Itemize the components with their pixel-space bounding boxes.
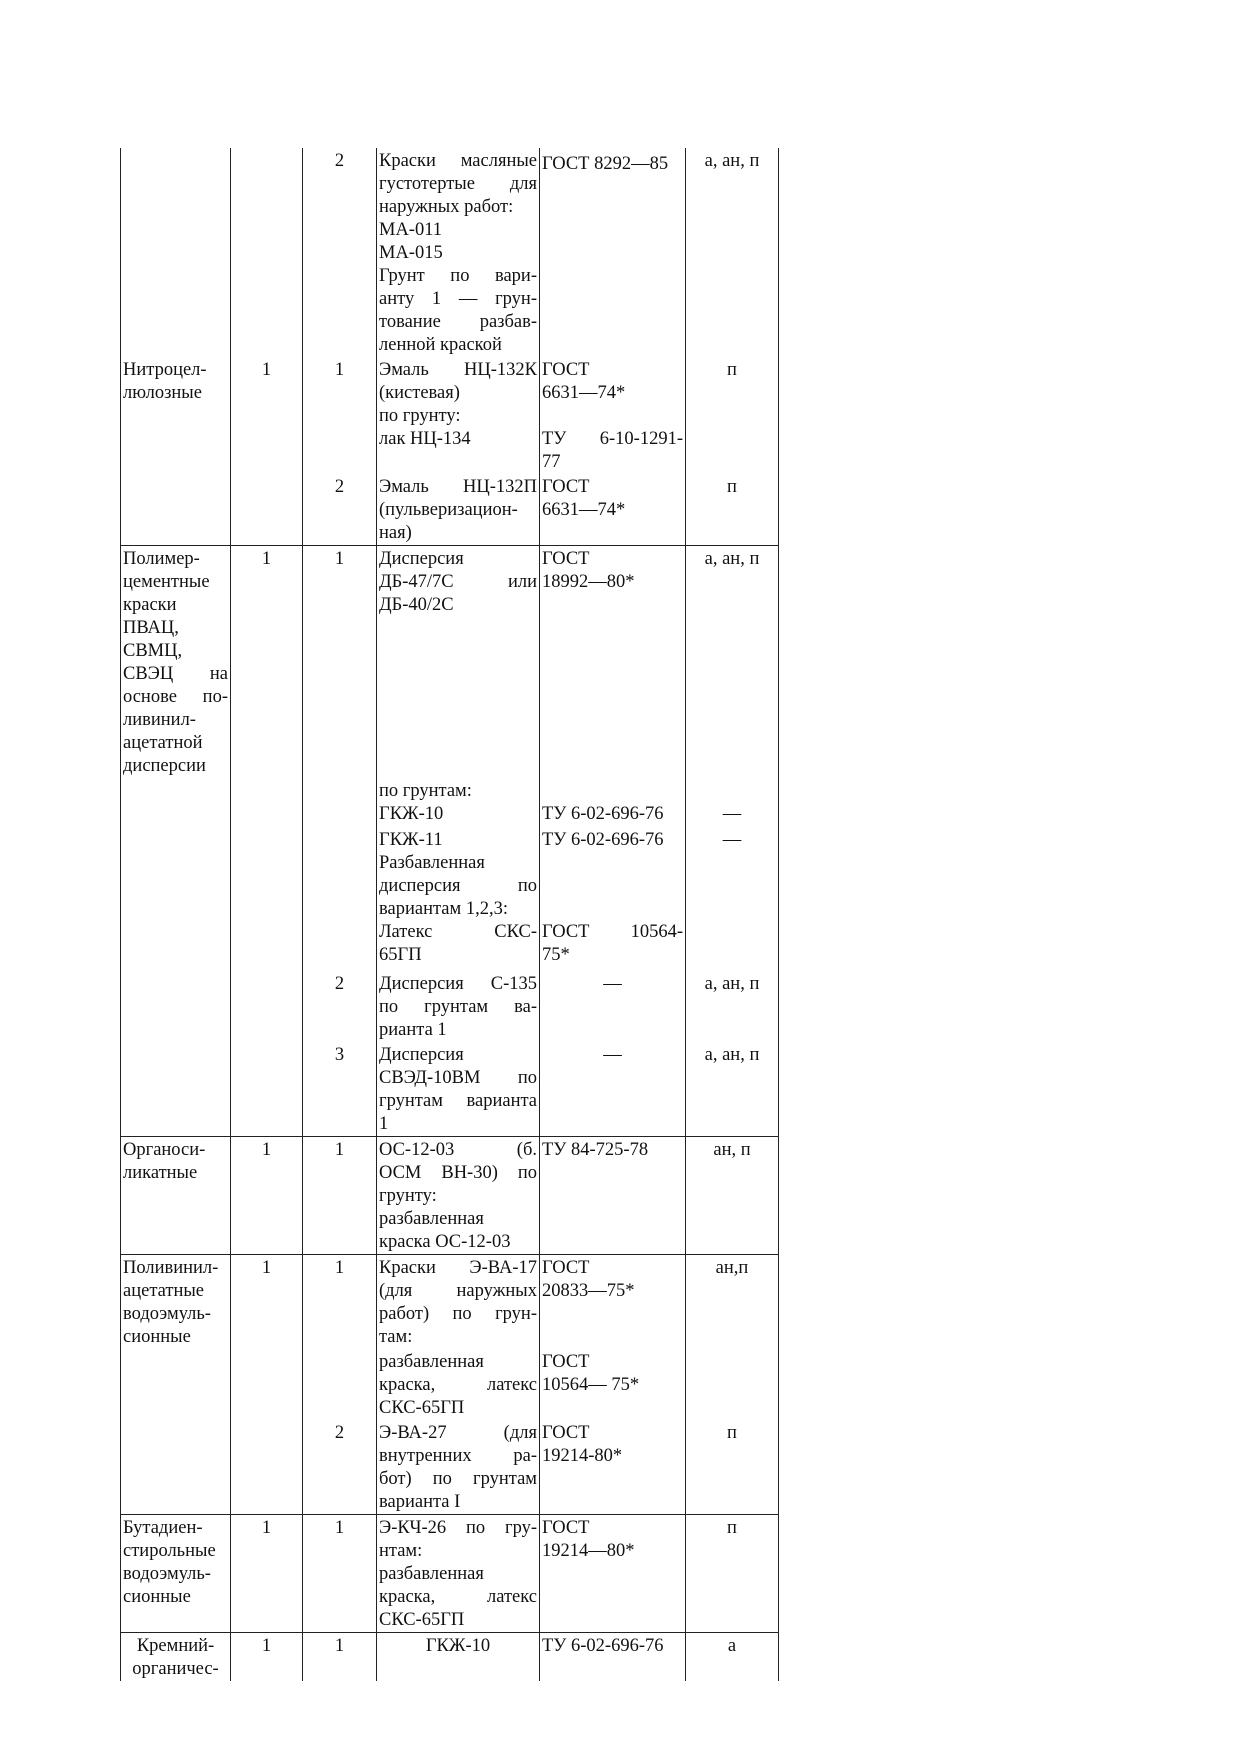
subvariant-cell	[303, 778, 377, 827]
variant-cell: 1	[231, 1255, 303, 1350]
table-row	[121, 1633, 779, 1682]
standard-cell: ГОСТ 18992—80*	[540, 546, 686, 779]
variant-cell	[231, 1420, 303, 1515]
material-cell: Краски масляные густотертые для наружных работ: МА-011 МА-015 Грунт по вари- анту 1 — грун- тование разбав- ленной краской	[377, 148, 540, 357]
material-cell: по грунтам: ГКЖ-10	[377, 778, 540, 827]
variant-cell: 1	[231, 1633, 303, 1682]
variant-cell: 1	[231, 1137, 303, 1255]
application-cell: а, ан, п	[686, 148, 779, 357]
table-row	[121, 827, 779, 971]
material-cell: Эмаль НЦ-132К (кистевая) по грунту: лак НЦ-134	[377, 357, 540, 474]
application-cell: —	[686, 778, 779, 827]
table-row	[121, 971, 779, 1042]
variant-cell	[231, 1042, 303, 1137]
application-cell: п	[686, 1515, 779, 1633]
application-cell: а	[686, 1633, 779, 1682]
standard-cell: ГОСТ 19214-80*	[540, 1420, 686, 1515]
standard-cell: ТУ 84-725-78	[540, 1137, 686, 1255]
variant-cell: 1	[231, 546, 303, 779]
group-cell: Кремний-органичес-	[121, 1633, 231, 1682]
table-row	[121, 148, 779, 357]
variant-cell: 1	[231, 357, 303, 474]
material-cell: Краски Э-ВА-17 (для наружных работ) по грун- там:	[377, 1255, 540, 1350]
subvariant-cell: 1	[303, 1633, 377, 1682]
variant-cell	[231, 148, 303, 357]
material-cell: ГКЖ-11 Разбавленная дисперсия по вариантам 1,2,3: Латекс СКС- 65ГП	[377, 827, 540, 971]
table-row	[121, 474, 779, 546]
group-cell	[121, 1420, 231, 1515]
table-row	[121, 1515, 779, 1633]
application-cell: п	[686, 474, 779, 546]
subvariant-cell: 2	[303, 474, 377, 546]
table-row	[121, 778, 779, 827]
subvariant-cell: 1	[303, 1255, 377, 1350]
material-cell: Дисперсия С-135 по грунтам ва- рианта 1	[377, 971, 540, 1042]
subvariant-cell	[303, 827, 377, 971]
group-cell: Бутадиен-стирольные водоэмуль-сионные	[121, 1515, 231, 1633]
group-cell: Нитроцел-люлозные	[121, 357, 231, 474]
standard-cell: ТУ 6-02-696-76	[540, 1633, 686, 1682]
variant-cell	[231, 474, 303, 546]
application-cell: ан,п	[686, 1255, 779, 1350]
material-cell: Эмаль НЦ-132П (пульверизацион- ная)	[377, 474, 540, 546]
group-cell	[121, 971, 231, 1042]
application-cell	[686, 1349, 779, 1420]
application-cell: п	[686, 1420, 779, 1515]
standard-cell: ТУ 6-02-696-76 ГОСТ 10564- 75*	[540, 827, 686, 971]
variant-cell: 1	[231, 1515, 303, 1633]
application-cell: а, ан, п	[686, 971, 779, 1042]
application-cell: а, ан, п	[686, 1042, 779, 1137]
variant-cell	[231, 1349, 303, 1420]
group-cell: Органоси-ликатные	[121, 1137, 231, 1255]
material-cell: разбавленная краска, латекс СКС-65ГП	[377, 1349, 540, 1420]
standard-cell: ГОСТ 19214—80*	[540, 1515, 686, 1633]
group-cell	[121, 1042, 231, 1137]
variant-cell	[231, 971, 303, 1042]
standard-cell: —	[540, 971, 686, 1042]
group-cell	[121, 474, 231, 546]
application-cell: п	[686, 357, 779, 474]
group-cell: Полимер-цементные краски ПВАЦ, СВМЦ, СВЭЦ на основе по-ливинил-ацетатной дисперсии	[121, 546, 231, 779]
group-cell	[121, 148, 231, 357]
table-row	[121, 1255, 779, 1350]
table-row	[121, 1137, 779, 1255]
subvariant-cell: 2	[303, 971, 377, 1042]
standard-cell: —	[540, 1042, 686, 1137]
material-cell: Э-КЧ-26 по гру- нтам: разбавленная краска, латекс СКС-65ГП	[377, 1515, 540, 1633]
variant-cell	[231, 778, 303, 827]
table-row	[121, 1042, 779, 1137]
standard-cell: ТУ 6-02-696-76	[540, 778, 686, 827]
group-cell	[121, 778, 231, 827]
materials-table	[120, 148, 779, 1681]
subvariant-cell: 1	[303, 357, 377, 474]
subvariant-cell: 2	[303, 1420, 377, 1515]
table-row	[121, 357, 779, 474]
subvariant-cell: 1	[303, 1137, 377, 1255]
table-row	[121, 1420, 779, 1515]
application-cell: —	[686, 827, 779, 971]
subvariant-cell	[303, 1349, 377, 1420]
standard-cell: ГОСТ 20833—75*	[540, 1255, 686, 1350]
group-cell	[121, 1349, 231, 1420]
material-cell: Дисперсия СВЭД-10ВМ по грунтам варианта 1	[377, 1042, 540, 1137]
subvariant-cell: 1	[303, 1515, 377, 1633]
application-cell: а, ан, п	[686, 546, 779, 779]
variant-cell	[231, 827, 303, 971]
table-row	[121, 546, 779, 779]
standard-cell: ГОСТ 10564— 75*	[540, 1349, 686, 1420]
material-cell: ГКЖ-10	[377, 1633, 540, 1682]
standard-cell: ГОСТ 6631—74*	[540, 474, 686, 546]
material-cell: Дисперсия ДБ-47/7С или ДБ-40/2С	[377, 546, 540, 779]
subvariant-cell: 1	[303, 546, 377, 779]
standard-cell: ГОСТ 8292—85	[540, 148, 686, 357]
subvariant-cell: 2	[303, 148, 377, 357]
standard-cell: ГОСТ 6631—74* ТУ 6-10-1291- 77	[540, 357, 686, 474]
subvariant-cell: 3	[303, 1042, 377, 1137]
material-cell: Э-ВА-27 (для внутренних ра- бот) по грунтам варианта I	[377, 1420, 540, 1515]
table-row	[121, 1349, 779, 1420]
material-cell: ОС-12-03 (б. ОСМ ВН-30) по грунту: разбавленная краска ОС-12-03	[377, 1137, 540, 1255]
application-cell: ан, п	[686, 1137, 779, 1255]
group-cell: Поливинил-ацетатные водоэмуль-сионные	[121, 1255, 231, 1350]
group-cell	[121, 827, 231, 971]
